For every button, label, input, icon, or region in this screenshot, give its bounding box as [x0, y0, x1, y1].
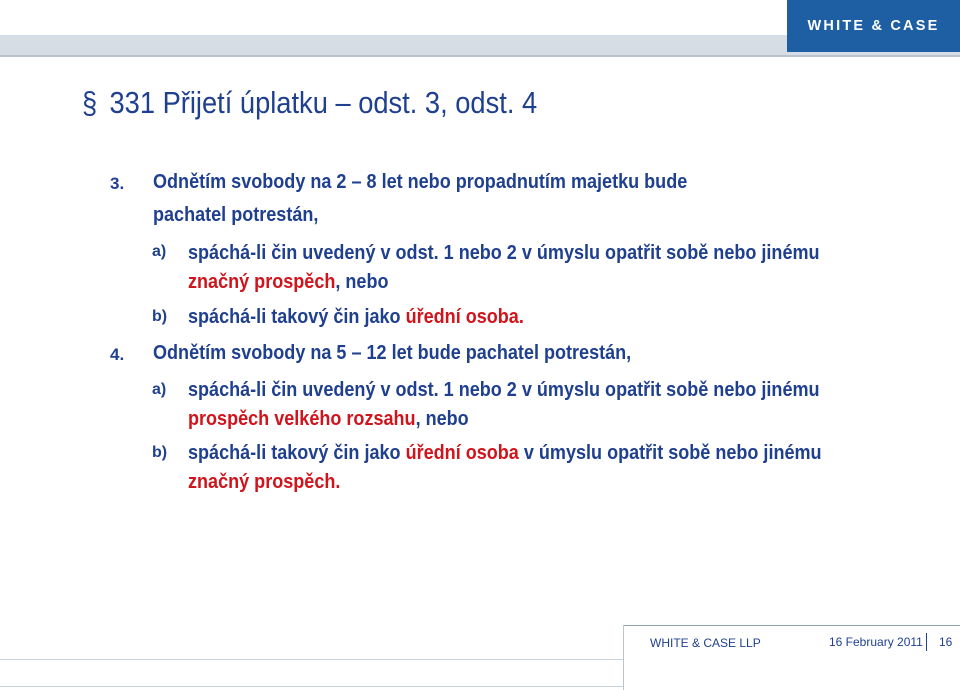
- item-4b-line1-pre: spáchá-li takový čin jako: [188, 441, 406, 464]
- footer: [0, 625, 960, 690]
- slide-title-text: 331 Přijetí úplatku – odst. 3, odst. 4: [109, 85, 538, 120]
- item-3a-line1: spáchá-li čin uvedený v odst. 1 nebo 2 v úmyslu opatřit sobě nebo jinému: [188, 241, 820, 264]
- item-4b-line2: značný prospěch.: [188, 470, 341, 493]
- item-3a-label: a): [152, 243, 167, 260]
- item-number-3: 3.: [110, 174, 125, 193]
- footer-separator: [926, 633, 927, 651]
- item-4a-line2: [188, 407, 469, 431]
- item-4a-line2-rest: , nebo: [415, 407, 469, 430]
- item-3a-line2: [188, 270, 388, 294]
- header-band-rule: [0, 55, 960, 57]
- item-4b-highlight: úřední osoba: [405, 441, 519, 464]
- footer-box: [0, 659, 624, 687]
- section-symbol: §: [82, 85, 98, 120]
- item-3b-line1: [188, 305, 524, 329]
- item-3a-line2-rest: , nebo: [335, 270, 389, 293]
- logo-text: WHITE & CASE: [807, 18, 940, 34]
- item-3a-highlight: značný prospěch: [188, 270, 336, 293]
- white-case-logo: [787, 0, 960, 52]
- item-4-text-line1: Odnětím svobody na 5 – 12 let bude pachatel potrestán,: [153, 341, 632, 364]
- item-3-text-line2: pachatel potrestán,: [153, 203, 319, 226]
- item-4a-label: a): [152, 381, 167, 398]
- item-4a-line1: spáchá-li čin uvedený v odst. 1 nebo 2 v úmyslu opatřit sobě nebo jinému: [188, 378, 820, 401]
- footer-date: 16 February 2011: [829, 635, 923, 649]
- item-3b-label: b): [152, 308, 168, 325]
- item-4b-label: b): [152, 444, 168, 461]
- item-3-text-line1: Odnětím svobody na 2 – 8 let nebo propadnutím majetku bude: [153, 170, 688, 193]
- slide-title: [82, 85, 537, 121]
- item-3b-line1-pre: spáchá-li takový čin jako: [188, 305, 406, 328]
- item-3b-highlight: úřední osoba.: [405, 305, 524, 328]
- footer-company: WHITE & CASE LLP: [650, 636, 761, 650]
- footer-divider: [623, 625, 624, 690]
- item-4a-highlight: prospěch velkého rozsahu: [188, 407, 416, 430]
- item-number-4: 4.: [110, 345, 125, 364]
- page-number: 16: [939, 635, 953, 649]
- item-4b-line1: [188, 441, 822, 465]
- footer-rule: [623, 625, 960, 626]
- item-4b-line1-post: v úmyslu opatřit sobě nebo jinému: [518, 441, 822, 464]
